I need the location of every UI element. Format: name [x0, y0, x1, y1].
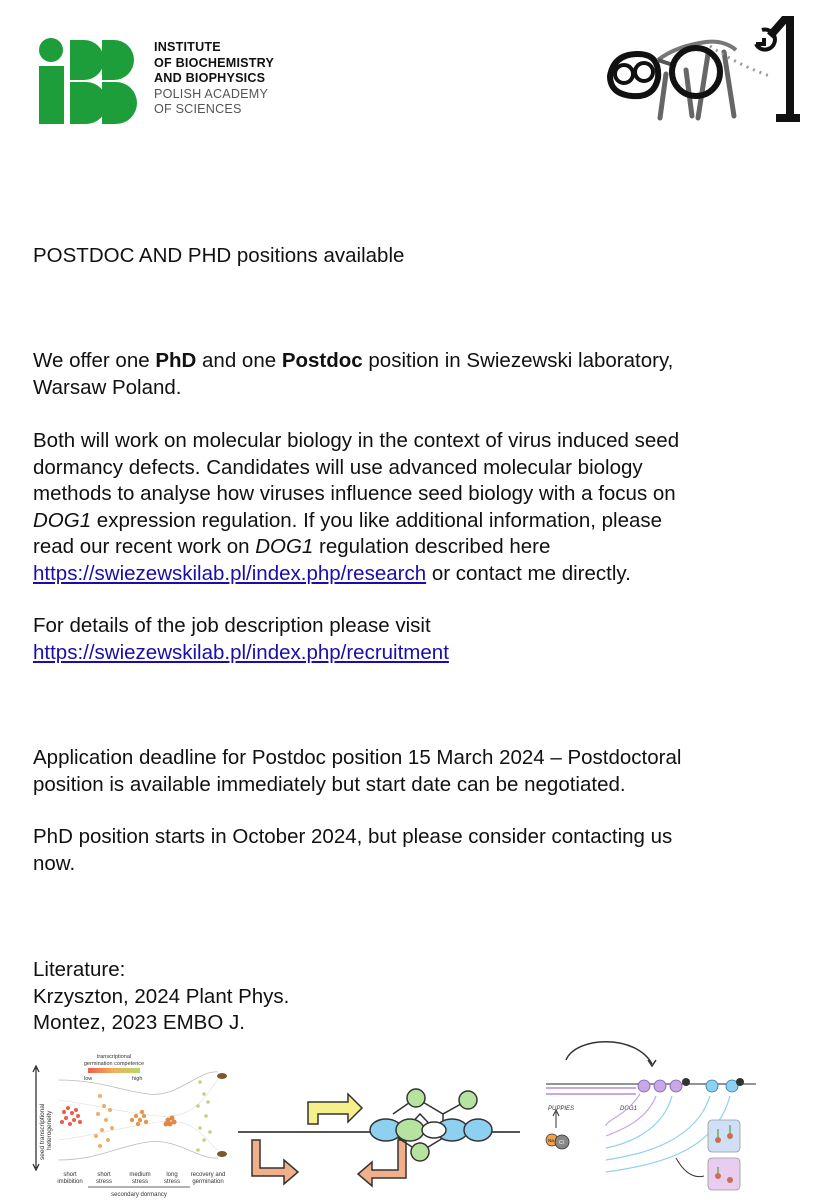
deadline-line-2: position is available immediately but start date can be negotiated.: [33, 772, 626, 796]
legend-high: high: [132, 1076, 143, 1082]
details-paragraph: [33, 613, 793, 666]
ibb-logo-mark: [38, 38, 138, 126]
research-line-5: read our recent work on: [33, 535, 256, 558]
offer-phd: PhD: [155, 349, 197, 372]
research-line-6: or contact me directly.: [426, 561, 631, 585]
offer-location: Warsaw Poland.: [33, 375, 182, 399]
stage-3-l2: stress: [131, 1179, 149, 1185]
offer-text-2: and one: [196, 349, 282, 372]
figure-gene-regulation: [238, 1060, 520, 1198]
research-line-2: dormancy defects. Candidates will use advanced molecular biology: [33, 455, 643, 479]
ibb-line-5: OF SCIENCES: [154, 102, 242, 116]
stage-2-l1: short: [97, 1172, 111, 1178]
phd-start-line-1: PhD position starts in October 2024, but please consider contacting us: [33, 825, 673, 848]
legend-low: low: [84, 1076, 93, 1082]
ion-cl: Cl: [559, 1140, 564, 1146]
ibb-line-1: INSTITUTE: [154, 40, 221, 54]
deadline-line-1: Application deadline for Postdoc position 15 March 2024 – Postdoctoral: [33, 746, 682, 769]
stage-1-l2: imbibition: [57, 1179, 83, 1185]
research-line-4: expression regulation. If you like additional information, please: [91, 508, 663, 532]
offer-paragraph: [33, 348, 793, 401]
yaxis-label-2: heterogeneity: [46, 1110, 53, 1150]
stage-5-l1: recovery and: [190, 1172, 226, 1178]
research-line-1: Both will work on molecular biology in the context of virus induced seed: [33, 429, 680, 452]
ion-na: Na: [548, 1138, 554, 1143]
deadline-paragraph: [33, 745, 808, 798]
yaxis-label-1: seed transcriptional: [39, 1103, 46, 1160]
offer-text-1: We offer one: [33, 349, 156, 372]
legend-title-1: transcriptional: [96, 1054, 132, 1060]
figure-transcription: [536, 1036, 768, 1198]
stage-4-l2: stress: [163, 1179, 181, 1185]
research-line-3: methods to analyse how viruses influence seed biology with a focus on: [33, 482, 676, 505]
dog1-dog-icon: [600, 14, 800, 128]
label-puppies: PUPPIES: [548, 1106, 575, 1112]
ibb-line-4: POLISH ACADEMY: [154, 86, 269, 101]
bracket-label: secondary dormancy: [111, 1192, 167, 1198]
research-link[interactable]: https://swiezewskilab.pl/index.php/research: [33, 561, 427, 585]
stage-5-l2: germination: [192, 1179, 224, 1185]
details-line-1: For details of the job description please visit: [33, 614, 431, 637]
offer-postdoc: Postdoc: [281, 349, 363, 372]
gene-name: DOG1: [255, 535, 314, 558]
page-title: POSTDOC AND PHD positions available: [33, 244, 405, 267]
literature-section: [33, 957, 289, 1037]
ibb-line-2: OF BIOCHEMISTRY: [154, 55, 275, 70]
ibb-line-3: AND BIOPHYSICS: [154, 71, 266, 85]
dog1-logo: [600, 14, 800, 128]
research-line-5b: regulation described here: [313, 535, 551, 558]
literature-ref-2: Montez, 2023 EMBO J.: [33, 1011, 245, 1034]
phd-start-line-2: now.: [33, 851, 76, 875]
stage-1-l1: short: [63, 1172, 77, 1178]
literature-heading: Literature:: [33, 958, 126, 981]
stage-3-l1: medium: [129, 1172, 151, 1178]
stage-4-l1: long: [166, 1172, 178, 1178]
literature-ref-1: Krzyszton, 2024 Plant Phys.: [33, 984, 290, 1008]
label-dog1: DOG1: [620, 1106, 638, 1112]
gene-name: DOG1: [33, 508, 92, 532]
ibb-logo: [38, 38, 298, 128]
recruitment-link[interactable]: https://swiezewskilab.pl/index.php/recruitment: [33, 640, 449, 664]
legend-title-2: germination competence: [83, 1061, 145, 1067]
phd-start-paragraph: [33, 824, 803, 877]
figure-seed-heterogeneity: [28, 1050, 234, 1198]
stage-2-l2: stress: [95, 1179, 113, 1185]
research-paragraph: [33, 428, 803, 587]
offer-text-3: position in Swiezewski laboratory,: [362, 349, 674, 372]
